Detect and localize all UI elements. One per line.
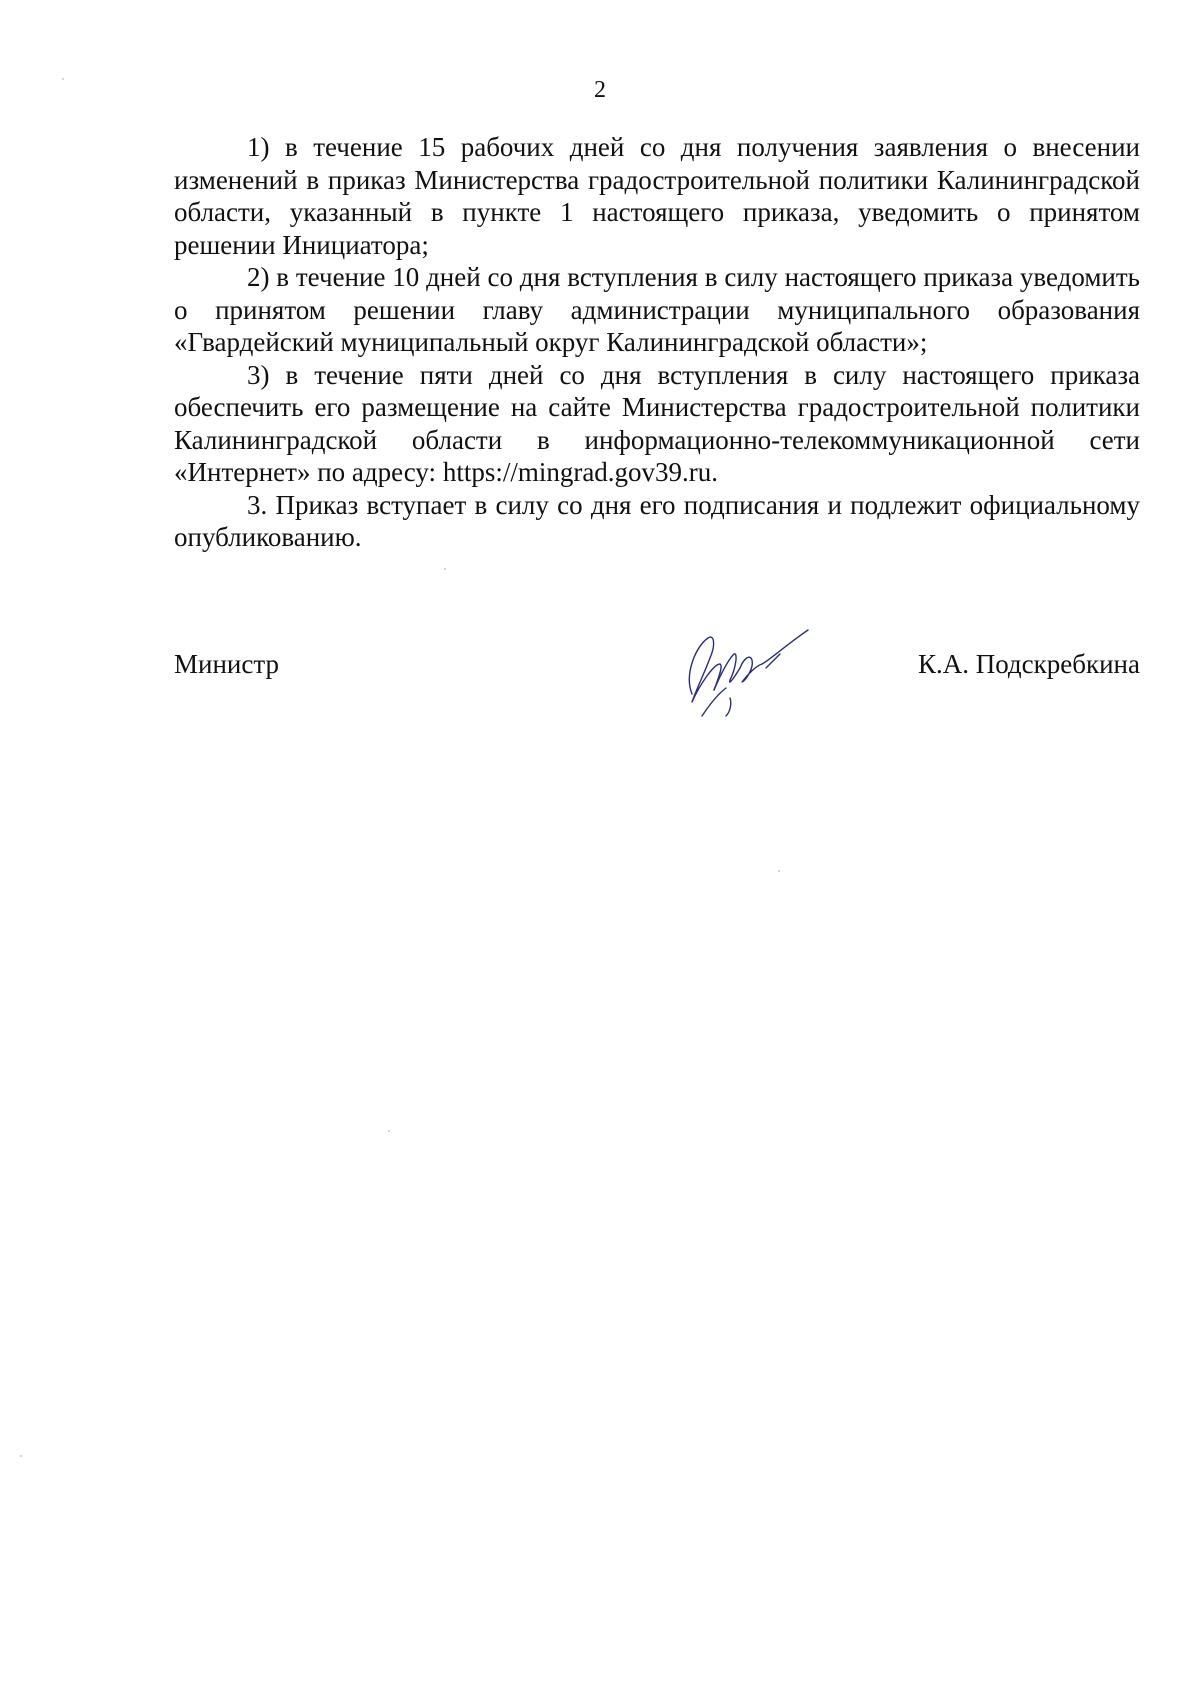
scan-speck: [778, 870, 780, 872]
paragraph-item-3: 3) в течение пяти дней со дня вступления в силу настоящего приказа обеспечить его размещение на сайте Министерства градостроительной политики Калининградской области в информационно-телекоммуникационной сети «Интернет» по адресу: https://mingrad.gov39.ru.: [174, 359, 1140, 487]
document-body: [174, 131, 1140, 554]
handwritten-signature: [670, 624, 820, 719]
page-number: 2: [594, 77, 606, 103]
scan-speck: [444, 568, 446, 570]
signature-block: [174, 640, 1140, 730]
paragraph-item-1: 1) в течение 15 рабочих дней со дня получения заявления о внесении изменений в приказ Министерства градостроительной политики Калининградской области, указанный в пункте 1 настоящего приказа, уведомить о принятом решении Инициатора;: [174, 132, 1140, 260]
scan-speck: [388, 1130, 390, 1132]
paragraph-item-4: 3. Приказ вступает в силу со дня его подписания и подлежит официальному опубликованию.: [174, 489, 1140, 552]
signatory-position: Министр: [174, 649, 279, 679]
scan-speck: [62, 78, 64, 80]
signatory-name: К.А. Подскребкина: [917, 649, 1140, 679]
paragraph-item-2: 2) в течение 10 дней со дня вступления в силу настоящего приказа уведомить о принятом решении главу администрации муниципального образования «Гвардейский муниципальный округ Калининградской области»;: [174, 262, 1140, 357]
scan-speck: [20, 1455, 22, 1457]
